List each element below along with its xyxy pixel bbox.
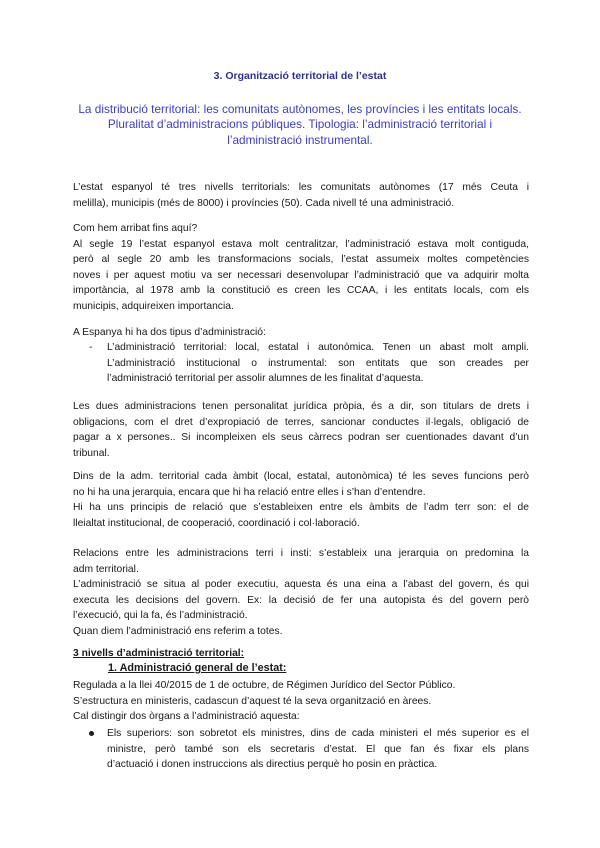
paragraph-hierarchy [73,546,529,639]
text-line: noves i per aquest motiu va ser necessari desenvolupar l’administració que va adquirir molta [73,269,529,281]
paragraph-territorial-relations [73,469,529,531]
paragraph-territorial-levels [73,180,529,211]
text-line: S’estructura en ministeris, cadascun d’aquest té la seva organització en àrees. [73,695,432,707]
document-title: 3. Organització territorial de l’estat [213,70,387,82]
paragraph-legal-personality [73,399,529,461]
section-heading-levels: 3 nivells d’administració territorial: [73,648,245,659]
paragraph-history [73,221,529,314]
text-line: Quan diem l’administració ens referim a totes. [73,625,283,637]
text-line: d’actuació i donen instruccions als directius perquè ho posin en pràctica. [107,759,438,770]
admin-types-list [89,340,529,387]
text-line: melilla), municipis (més de 8000) i províncies (50). Cada nivell té una administració. [73,197,455,209]
bullet-icon [89,731,94,736]
text-line: Dins de la adm. territorial cada àmbit (local, estatal, autonòmica) té les seves funcions però [73,471,529,482]
text-line: l’execució, qui la fa, és l’administració. [73,610,248,621]
list-item [89,340,529,356]
text-line: Al segle 19 l’estat espanyol estava molt centralitzar, l’administració estava molt contiguda, [73,238,529,250]
text-line: L’administració territorial: local, estatal i autonòmica. Tenen un abast molt ampli. [107,342,529,353]
text-line: municipis, adquireixen importancia. [73,300,234,312]
text-line: Com hem arribat fins aquí? [73,223,198,234]
text-line: Cal distingir dos òrgans a l’administració aquesta: [73,711,300,722]
text-line: executa les decisions del govern. Ex: la decisió de fer una autopista és del govern però [73,594,529,606]
text-line: tribunal. [73,447,110,459]
text-line: L’administració se situa al poder executiu, aquesta és una eina a l’abast del govern, és qui [73,579,529,590]
text-line: però al segle 20 amb les transformacions socials, l’estat assumeix moltes competències [73,254,529,265]
dash-marker: - [89,342,93,353]
text-line: Regulada a la llei 40/2015 de 1 de octubre, de Régimen Jurídico del Sector Público. [73,680,456,691]
text-line: importància, al 1978 amb la constitució es creen les CCAA, i les entitats locals, com els [73,285,529,296]
list-item [89,356,529,387]
text-line: L’estat espanyol té tres nivells territorials: les comunitats autònomes (17 més Ceuta i [73,182,529,193]
text-line: pagar a x persones.. Si incompleixen els seus càrrecs podran ser cuentionades davant d’un [73,432,529,443]
text-line: lleialtat institucional, de cooperació, coordinació i col·laboració. [73,517,360,529]
text-line: Hi ha uns principis de relació que s’estableixen entre els àmbits de l’adm terr son: el de [73,502,529,513]
text-line: L’administració institucional o instrumental: son entitats que son creades per [107,357,529,369]
text-line: Relacions entre les administracions terri i insti: s’estableix una jerarquia on predomina la [73,548,529,559]
text-line: adm territorial. [73,563,139,575]
text-line: l’administració territorial per assolir alumnes de les finalitat d’aquesta. [107,373,424,384]
text-line: obligacions, com el dret d’expropiació de terres, sancionar conductes il·legals, obligació de [73,416,529,428]
paragraph-general-admin [73,678,529,725]
text-line: ministre, però també son els secretaris d’estat. El que fan és fixar els plans [107,743,529,755]
text-line: Les dues administracions tenen personalitat jurídica pròpia, és a dir, son titulars de drets i [73,401,529,412]
subtitle-line: Pluralitat d’administracions públiques. Tipologia: l’administració territorial i [107,117,493,132]
text-line: A Espanya hi ha dos tipus d’administració: [73,327,266,338]
document-subtitle [60,102,540,148]
organs-list [89,726,529,773]
subtitle-line: l’administració instrumental. [227,132,373,147]
list-item [89,726,529,773]
subsection-heading-general-admin: 1. Administració general de l’estat: [108,662,287,674]
text-line: no hi ha una jerarquia, encara que hi ha relació entre elles i s’han d’entendre. [73,486,426,498]
paragraph-admin-types-intro [73,325,529,341]
subtitle-line: La distribució territorial: les comunitats autònomes, les províncies i les entitats locals. [78,102,522,116]
text-line: Els superiors: son sobretot els ministres, dins de cada ministeri el més superior es el [107,728,529,739]
